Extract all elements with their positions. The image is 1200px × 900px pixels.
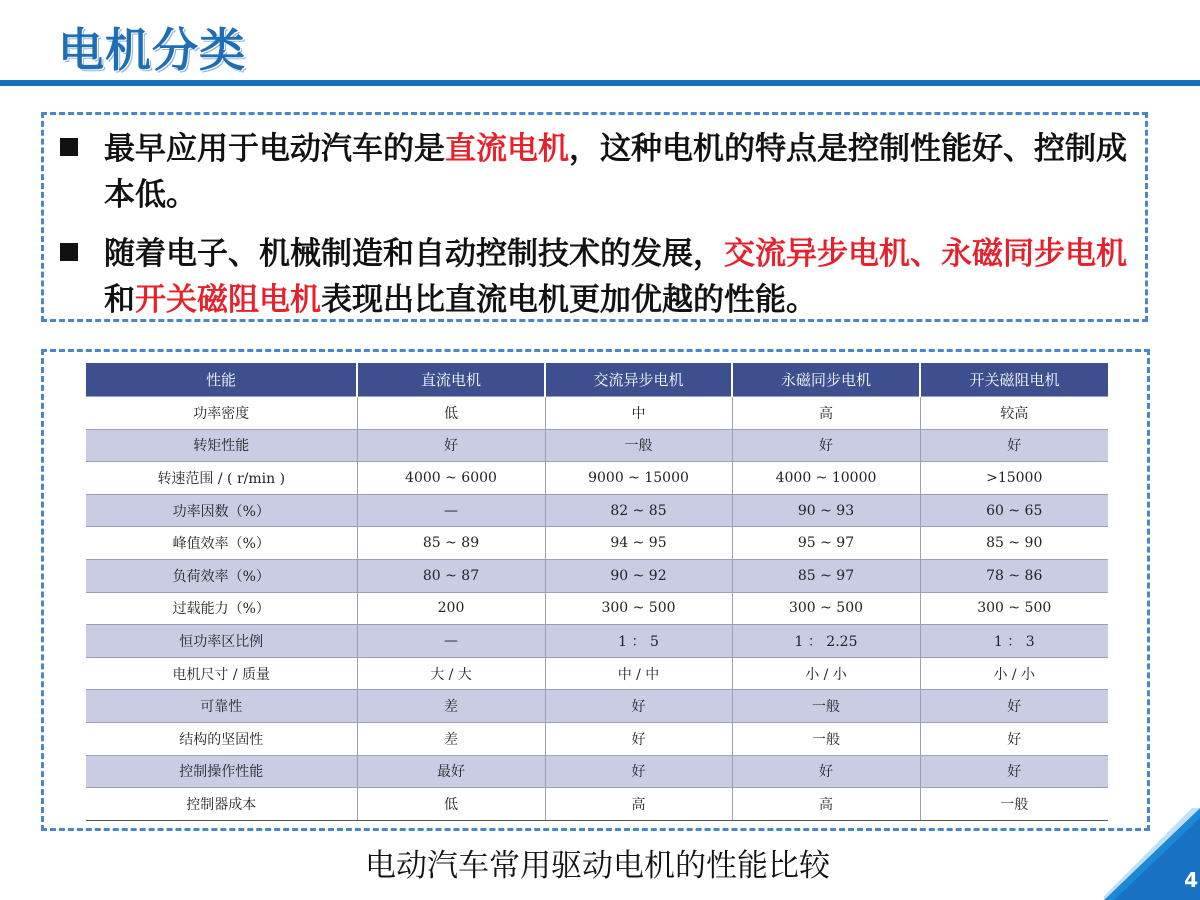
- value-cell: 9000 ~ 15000: [545, 462, 732, 495]
- value-cell: 好: [732, 429, 920, 462]
- bullet-2-segment: 和: [104, 282, 135, 318]
- value-cell: 大 / 大: [357, 657, 545, 690]
- value-cell: 300 ~ 500: [920, 592, 1108, 625]
- value-cell: 较高: [920, 397, 1108, 430]
- slide-title: 电机分类: [58, 23, 246, 77]
- value-cell: 高: [545, 788, 732, 821]
- value-cell: 差: [357, 690, 545, 723]
- row-label-cell: 峰值效率（%）: [86, 527, 357, 560]
- bullet-item-1: [60, 126, 1130, 218]
- value-cell: 90 ~ 93: [732, 494, 920, 527]
- row-label-cell: 过载能力（%）: [86, 592, 357, 625]
- value-cell: 200: [357, 592, 545, 625]
- square-bullet-icon: [60, 138, 78, 156]
- row-label-cell: 功率因数（%）: [86, 494, 357, 527]
- value-cell: 60 ~ 65: [920, 494, 1108, 527]
- header-cell: 永磁同步电机: [732, 363, 920, 397]
- value-cell: 4000 ~ 6000: [357, 462, 545, 495]
- value-cell: —: [357, 625, 545, 658]
- value-cell: >15000: [920, 462, 1108, 495]
- value-cell: 好: [732, 755, 920, 788]
- bullet-item-2: [60, 231, 1130, 323]
- value-cell: 一般: [732, 690, 920, 723]
- value-cell: 78 ~ 86: [920, 559, 1108, 592]
- value-cell: 高: [732, 397, 920, 430]
- table-row: [86, 592, 1108, 625]
- value-cell: 一般: [732, 722, 920, 755]
- value-cell: 差: [357, 722, 545, 755]
- bullet-text-2: [104, 231, 1130, 323]
- value-cell: 好: [920, 690, 1108, 723]
- table-header-row: [86, 363, 1108, 397]
- value-cell: 好: [920, 722, 1108, 755]
- header-cell: 开关磁阻电机: [920, 363, 1108, 397]
- row-label-cell: 转速范围 / ( r/min ): [86, 462, 357, 495]
- value-cell: 1 ： 2.25: [732, 625, 920, 658]
- row-label-cell: 功率密度: [86, 397, 357, 430]
- value-cell: 好: [545, 755, 732, 788]
- header-cell: 性能: [86, 363, 357, 397]
- value-cell: 低: [357, 397, 545, 430]
- row-label-cell: 负荷效率（%）: [86, 559, 357, 592]
- bullet-1-highlight: 直流电机: [445, 131, 569, 167]
- bullet-2-highlight: 开关磁阻电机: [135, 282, 321, 318]
- bullet-1-segment: 最早应用于电动汽车的是: [104, 131, 445, 167]
- square-bullet-icon: [60, 243, 78, 261]
- title-divider: [0, 80, 1200, 86]
- bullet-2-segment: 表现出比直流电机更加优越的性能。: [321, 282, 817, 318]
- table-row: [86, 397, 1108, 430]
- table-row: [86, 494, 1108, 527]
- value-cell: 中: [545, 397, 732, 430]
- table-row: [86, 559, 1108, 592]
- row-label-cell: 转矩性能: [86, 429, 357, 462]
- header-cell: 交流异步电机: [545, 363, 732, 397]
- table-row: [86, 429, 1108, 462]
- bullet-text-1: [104, 126, 1130, 218]
- value-cell: 300 ~ 500: [545, 592, 732, 625]
- row-label-cell: 控制器成本: [86, 788, 357, 821]
- value-cell: 一般: [920, 788, 1108, 821]
- table-row: [86, 690, 1108, 723]
- value-cell: 300 ~ 500: [732, 592, 920, 625]
- value-cell: 好: [357, 429, 545, 462]
- motor-comparison-table: [86, 363, 1108, 821]
- table-row: [86, 462, 1108, 495]
- row-label-cell: 结构的坚固性: [86, 722, 357, 755]
- table-row: [86, 755, 1108, 788]
- value-cell: 85 ~ 90: [920, 527, 1108, 560]
- value-cell: 好: [545, 722, 732, 755]
- value-cell: 好: [920, 429, 1108, 462]
- value-cell: 90 ~ 92: [545, 559, 732, 592]
- value-cell: 低: [357, 788, 545, 821]
- table-row: [86, 527, 1108, 560]
- table-row: [86, 657, 1108, 690]
- value-cell: 好: [920, 755, 1108, 788]
- table-caption: 电动汽车常用驱动电机的性能比较: [365, 848, 830, 884]
- value-cell: 1 ： 5: [545, 625, 732, 658]
- table-row: [86, 722, 1108, 755]
- bullet-2-segment: 随着电子、机械制造和自动控制技术的发展，: [104, 236, 724, 272]
- value-cell: 最好: [357, 755, 545, 788]
- value-cell: 94 ~ 95: [545, 527, 732, 560]
- value-cell: 好: [545, 690, 732, 723]
- header-cell: 直流电机: [357, 363, 545, 397]
- row-label-cell: 电机尺寸 / 质量: [86, 657, 357, 690]
- page-number: 4: [1184, 868, 1198, 892]
- value-cell: 4000 ~ 10000: [732, 462, 920, 495]
- value-cell: 小 / 小: [920, 657, 1108, 690]
- bullet-1-segment: ，这种电机的特点是控制性能好、控制成本低。: [104, 131, 1127, 213]
- value-cell: 1 ： 3: [920, 625, 1108, 658]
- value-cell: 高: [732, 788, 920, 821]
- value-cell: 82 ~ 85: [545, 494, 732, 527]
- row-label-cell: 可靠性: [86, 690, 357, 723]
- value-cell: 95 ~ 97: [732, 527, 920, 560]
- value-cell: 小 / 小: [732, 657, 920, 690]
- bullet-2-highlight: 交流异步电机、永磁同步电机: [724, 236, 1127, 272]
- value-cell: 一般: [545, 429, 732, 462]
- value-cell: 85 ~ 89: [357, 527, 545, 560]
- value-cell: —: [357, 494, 545, 527]
- table-row: [86, 625, 1108, 658]
- value-cell: 85 ~ 97: [732, 559, 920, 592]
- row-label-cell: 恒功率区比例: [86, 625, 357, 658]
- value-cell: 中 / 中: [545, 657, 732, 690]
- row-label-cell: 控制操作性能: [86, 755, 357, 788]
- table-row: [86, 788, 1108, 821]
- value-cell: 80 ~ 87: [357, 559, 545, 592]
